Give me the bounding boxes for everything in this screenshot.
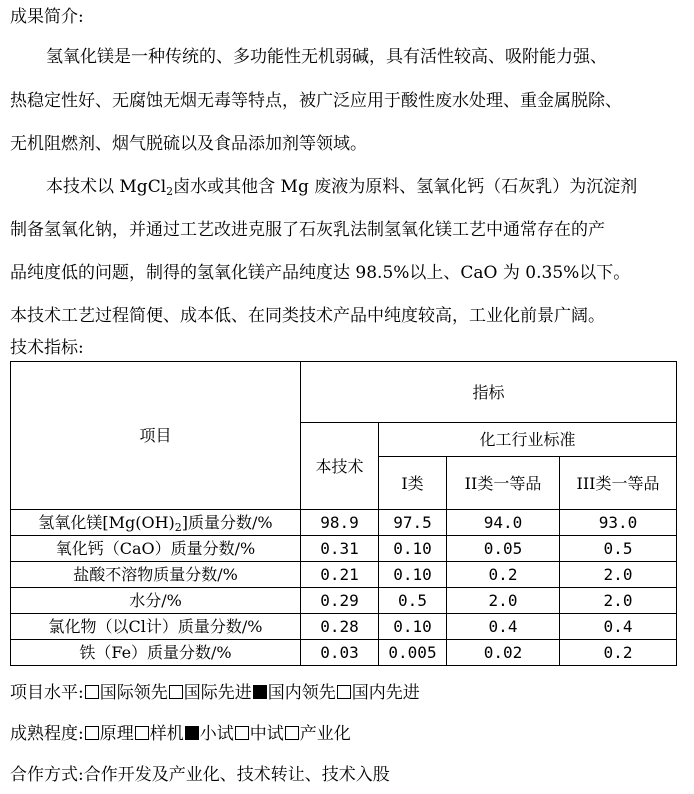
para2-sub: 2 [166,185,174,198]
summary-para2-line4: 本技术工艺过程简便、成本低、在同类技术产品中纯度较高，工业化前景广阔。 [10,306,605,326]
maturity-label: 成熟程度: [10,724,84,744]
row-class1-value: 97.5 [379,510,447,536]
table-row [11,510,677,536]
checkbox-maturity-3[interactable] [235,726,249,740]
row-class3-value: 2.0 [560,588,677,614]
para2-pre: 本技术以 MgCl [46,177,167,197]
table-row [11,536,677,562]
table-row [11,614,677,640]
row-item: 氯化物（以Cl计）质量分数/% [11,614,301,640]
header-this-tech: 本技术 [301,423,379,510]
row-class3-value: 93.0 [560,510,677,536]
row-class2-value: 0.02 [447,640,560,666]
checkbox-level-1[interactable] [169,685,183,699]
maturity-option-1: 样机 [149,724,184,744]
row-this-value: 0.21 [301,562,379,588]
row-class2-value: 0.2 [447,562,560,588]
row-class1-value: 0.005 [379,640,447,666]
maturity-option-0: 原理 [99,724,134,744]
header-class2: II类一等品 [447,457,560,510]
row-class2-value: 0.4 [447,614,560,640]
summary-para2-line3: 品纯度低的问题，制得的氢氧化镁产品纯度达 98.5%以上、CaO 为 0.35%以下。 [10,263,631,283]
row-item: 铁（Fe）质量分数/% [11,640,301,666]
project-level [10,682,420,704]
level-option-2: 国内领先 [267,683,336,703]
row-this-value: 0.31 [301,536,379,562]
cooperation-label: 合作方式: [10,765,84,785]
indicators-table [10,361,677,666]
table-row [11,640,677,666]
maturity-option-3: 中试 [249,724,284,744]
row-item: 氧化钙（CaO）质量分数/% [11,536,301,562]
project-level-label: 项目水平: [10,683,84,703]
cooperation [10,764,390,786]
cooperation-value: 合作开发及产业化、技术转让、技术入股 [83,765,390,785]
summary-para2-line2: 制备氢氧化钠，并通过工艺改进克服了石灰乳法制氢氧化镁工艺中通常存在的产 [10,220,605,240]
header-item: 项目 [11,362,301,510]
header-class1: I类 [379,457,447,510]
row-class2-value: 94.0 [447,510,560,536]
summary-para1-line3: 无机阻燃剂、烟气脱硫以及食品添加剂等领域。 [10,134,367,154]
checkbox-level-0[interactable] [85,685,99,699]
checkbox-maturity-0[interactable] [85,726,99,740]
row-this-value: 0.28 [301,614,379,640]
row-class1-value: 0.10 [379,562,447,588]
row-this-value: 0.03 [301,640,379,666]
row-item: 盐酸不溶物质量分数/% [11,562,301,588]
row-class3-value: 0.4 [560,614,677,640]
row-class3-value: 0.5 [560,536,677,562]
checkbox-level-2[interactable] [253,685,267,699]
row-this-value: 98.9 [301,510,379,536]
row-item: 水分/% [11,588,301,614]
row-item: 氢氧化镁$[Mg(OH)_2]$质量分数/% [11,510,301,536]
row-class3-value: 0.2 [560,640,677,666]
row-class1-value: 0.5 [379,588,447,614]
header-class3: III类一等品 [560,457,677,510]
maturity [10,723,351,745]
header-industry-std: 化工行业标准 [379,423,677,457]
summary-para2-line1 [46,176,637,198]
level-option-0: 国际领先 [99,683,168,703]
summary-para1-line2: 热稳定性好、无腐蚀无烟无毒等特点，被广泛应用于酸性废水处理、重金属脱除、 [10,91,622,111]
row-class2-value: 2.0 [447,588,560,614]
header-indicator: 指标 [301,362,677,423]
row-class1-value: 0.10 [379,536,447,562]
level-option-1: 国际先进 [183,683,252,703]
maturity-option-2: 小试 [199,724,234,744]
checkbox-maturity-2[interactable] [185,726,199,740]
row-this-value: 0.29 [301,588,379,614]
checkbox-level-3[interactable] [337,685,351,699]
indicators-heading: 技术指标: [10,338,84,358]
row-class1-value: 0.10 [379,614,447,640]
level-option-3: 国内先进 [351,683,420,703]
row-class3-value: 2.0 [560,562,677,588]
para2-post: 卤水或其他含 Mg 废液为原料、氢氧化钙（石灰乳）为沉淀剂 [173,177,638,197]
maturity-option-4: 产业化 [299,724,351,744]
table-row [11,588,677,614]
checkbox-maturity-4[interactable] [285,726,299,740]
checkbox-maturity-1[interactable] [135,726,149,740]
table-row [11,562,677,588]
summary-para1-line1: 氢氧化镁是一种传统的、多功能性无机弱碱，具有活性较高、吸附能力强、 [46,47,607,67]
row-class2-value: 0.05 [447,536,560,562]
summary-heading: 成果简介: [10,7,84,27]
